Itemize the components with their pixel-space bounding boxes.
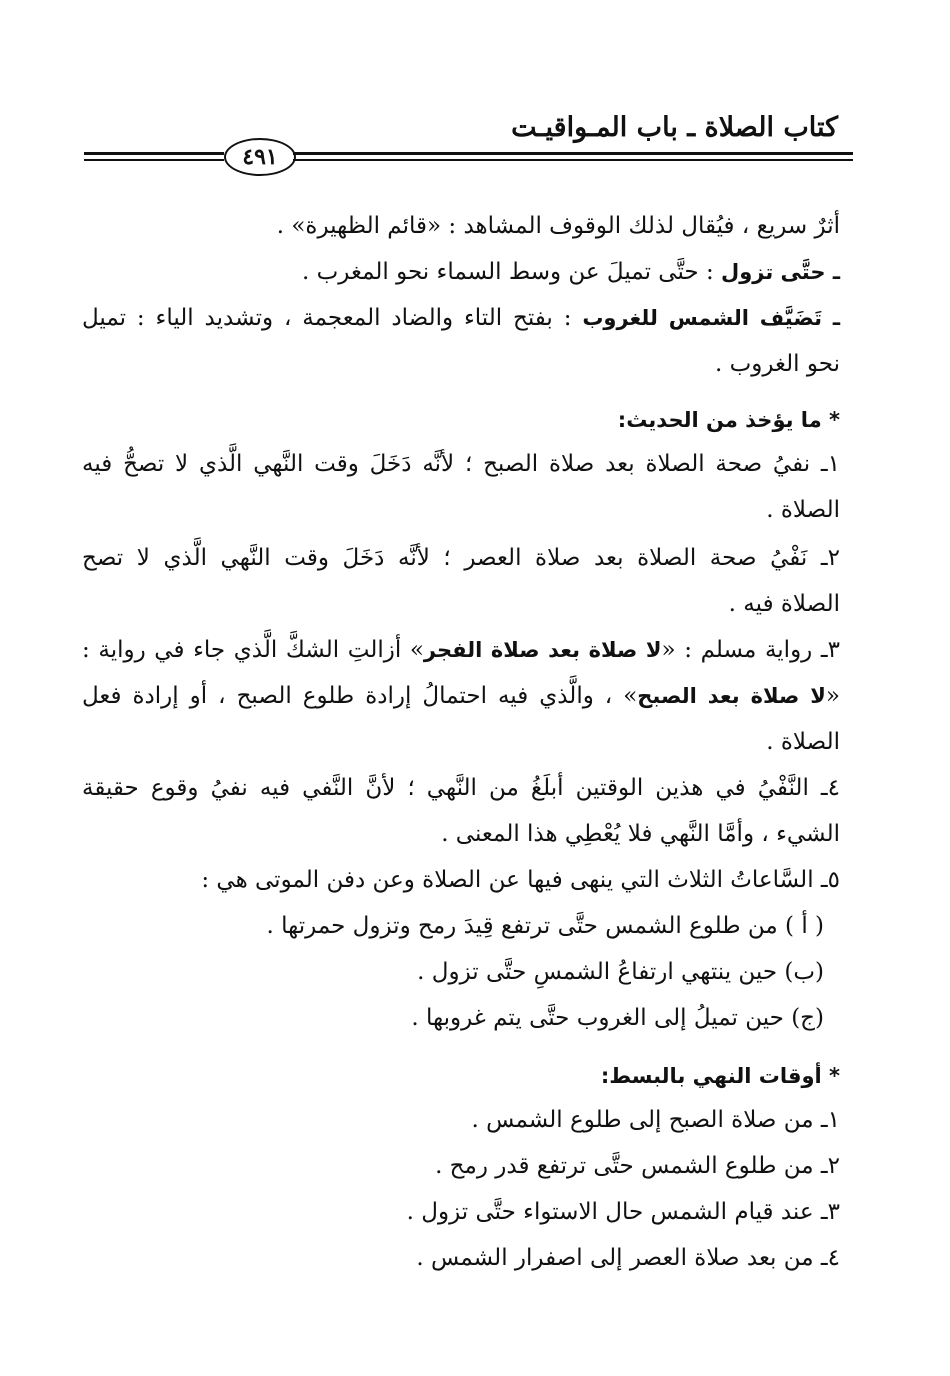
list-item: ٤ـ النَّفْيُ في هذين الوقتين أبلَغُ من النَّهي ؛ لأنَّ النَّفي فيه نفيُ وقوع حقيقة <box>82 775 840 801</box>
text-line: أثرٌ سريع ، فيُقال لذلك الوقوف المشاهد : «قائم الظهيرة» . <box>276 213 840 239</box>
sub-list-item: ( أ ) من طلوع الشمس حتَّى ترتفع قِيدَ رمح وتزول حمرتها . <box>266 913 824 939</box>
list-item: ٣ـ رواية مسلم : «لا صلاة بعد صلاة الفجر» أزالتِ الشكَّ الَّذي جاء في رواية : <box>82 637 840 663</box>
definition-text: : بفتح التاء والضاد المعجمة ، وتشديد الياء : تميل <box>82 305 572 331</box>
header-rule-left <box>84 150 224 164</box>
text-line: الصلاة فيه . <box>728 591 840 617</box>
list-item: ٥ـ السَّاعاتُ الثلاث التي ينهى فيها عن الصلاة وعن دفن الموتى هي : <box>201 867 840 893</box>
list-item: ١ـ من صلاة الصبح إلى طلوع الشمس . <box>471 1107 840 1133</box>
list-item: ١ـ نفيُ صحة الصلاة بعد صلاة الصبح ؛ لأنَّه دَخَلَ وقت النَّهي الَّذي لا تصحُّ فيه <box>82 451 840 477</box>
section-heading: * أوقات النهي بالبسط: <box>600 1064 840 1088</box>
sub-list-item: (ج) حين تميلُ إلى الغروب حتَّى يتم غروبها . <box>411 1005 824 1031</box>
page-number: ٤٩١ <box>224 138 296 176</box>
header-rule-right <box>293 150 853 164</box>
sub-list-item: (ب) حين ينتهي ارتفاعُ الشمسِ حتَّى تزول . <box>417 959 824 985</box>
text-line: نحو الغروب . <box>714 351 840 377</box>
defined-term: ـ تَضَيَّف الشمس للغروب <box>582 306 841 330</box>
running-header-title: كتاب الصلاة ـ باب المـواقيـت <box>511 112 838 143</box>
quoted-hadith: لا صلاة بعد الصبح <box>637 684 826 708</box>
text-line <box>302 256 840 288</box>
text-line: الصلاة . <box>766 497 840 523</box>
text-line <box>82 302 840 334</box>
list-item: ٢ـ نَفْيُ صحة الصلاة بعد صلاة العصر ؛ لأنَّه دَخَلَ وقت النَّهي الَّذي لا تصح <box>82 545 840 571</box>
list-item: ٤ـ من بعد صلاة العصر إلى اصفرار الشمس . <box>416 1245 840 1271</box>
definition-text: : حتَّى تميلَ عن وسط السماء نحو المغرب . <box>302 259 714 285</box>
list-item: ٢ـ من طلوع الشمس حتَّى ترتفع قدر رمح . <box>435 1153 840 1179</box>
defined-term: ـ حتَّى تزول <box>721 260 840 284</box>
text-line: الصلاة . <box>766 729 840 755</box>
section-heading: * ما يؤخذ من الحديث: <box>617 408 840 432</box>
text-line: الشيء ، وأمَّا النَّهي فلا يُعْطِي هذا المعنى . <box>441 821 840 847</box>
list-item: ٣ـ عند قيام الشمس حال الاستواء حتَّى تزول . <box>406 1199 840 1225</box>
text-line: «لا صلاة بعد الصبح» ، والَّذي فيه احتمالُ إرادة طلوع الصبح ، أو إرادة فعل <box>82 683 840 709</box>
quoted-hadith: لا صلاة بعد صلاة الفجر <box>423 638 662 662</box>
